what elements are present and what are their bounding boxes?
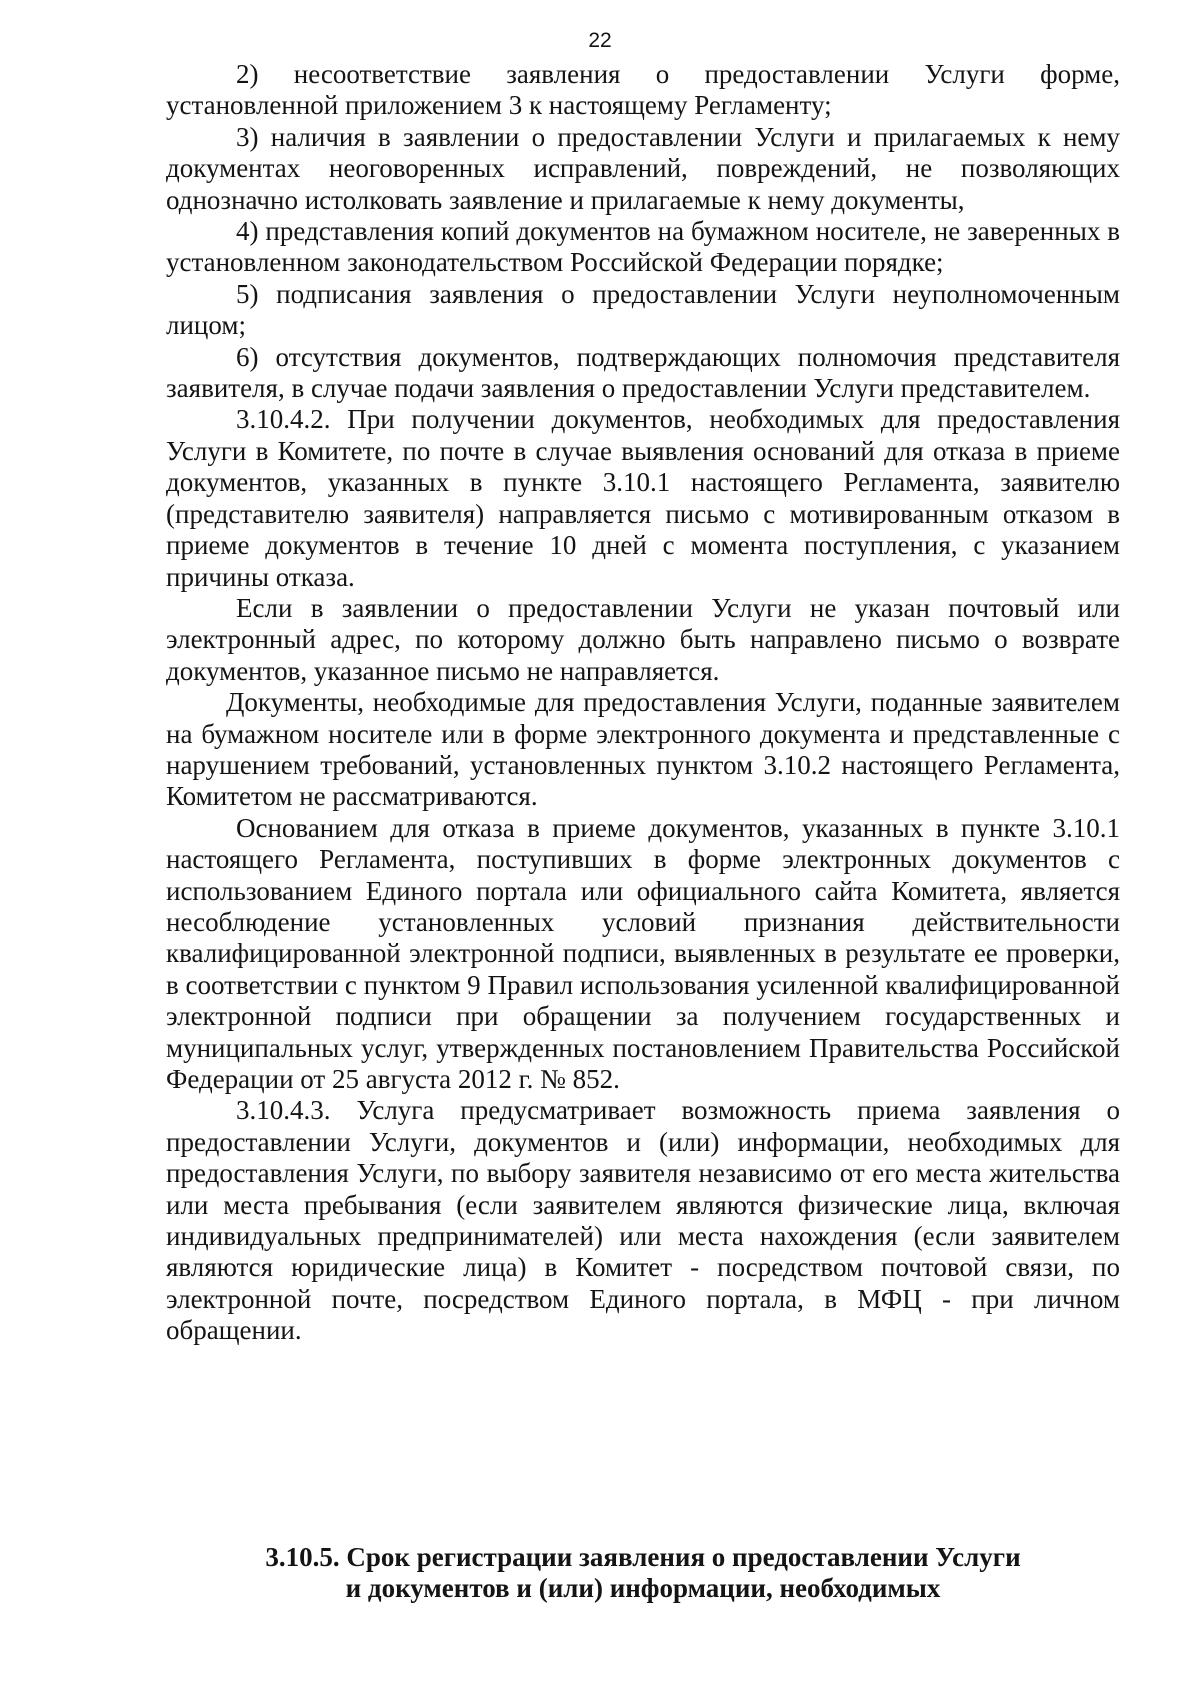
heading-line-1: 3.10.5. Срок регистрации заявления о предоставлении Услуги — [265, 1542, 1021, 1572]
paragraph-3-10-4-3: 3.10.4.3. Услуга предусматривает возможность приема заявления о предоставлении Услуги, документов и (или) информации, необходимых для предоставления Услуги, по выбору заявителя независимо от его места жительства или места пребывания (если заявителем являются физические лица, включая индивидуальных предпринимателей) или места нахождения (если заявителем являются юридические лица) в Комитет - посредством почтовой связи, по электронной почте, посредством Единого портала, в МФЦ - при личном обращении. — [166, 1095, 1120, 1346]
section-heading-3-10-5 — [166, 1542, 1120, 1605]
paragraph-3-10-4-2: 3.10.4.2. При получении документов, необходимых для предоставления Услуги в Комитете, по почте в случае выявления оснований для отказа в приеме документов, указанных в пункте 3.10.1 настоящего Регламента, заявителю (представителю заявителя) направляется письмо с мотивированным отказом в приеме документов в течение 10 дней с момента поступления, с указанием причины отказа. — [166, 404, 1120, 592]
paragraph-no-address: Если в заявлении о предоставлении Услуги не указан почтовый или электронный адрес, по которому должно быть направлено письмо о возврате документов, указанное письмо не направляется. — [166, 592, 1120, 686]
paragraph-item-5: 5) подписания заявления о предоставлении Услуги неуполномоченным лицом; — [166, 278, 1120, 341]
page-number: 22 — [588, 29, 612, 52]
heading-line-2: и документов и (или) информации, необходимых — [345, 1573, 941, 1604]
paragraph-not-considered: Документы, необходимые для предоставления Услуги, поданные заявителем на бумажном носителе или в форме электронного документа и представленные с нарушением требований, установленных пунктом 3.10.2 настоящего Регламента, Комитетом не рассматриваются. — [166, 687, 1120, 812]
paragraph-refusal-grounds: Основанием для отказа в приеме документов, указанных в пункте 3.10.1 настоящего Регламента, поступивших в форме электронных документов с использованием Единого портала или официального сайта Комитета, является несоблюдение установленных условий признания действительности квалифицированной электронной подписи, выявленных в результате ее проверки, в соответствии с пунктом 9 Правил использования усиленной квалифицированной электронной подписи при обращении за получением государственных и муниципальных услуг, утвержденных постановлением Правительства Российской Федерации от 25 августа 2012 г. № 852. — [166, 812, 1120, 1094]
paragraph-item-6: 6) отсутствия документов, подтверждающих полномочия представителя заявителя, в случае подачи заявления о предоставлении Услуги представителем. — [166, 341, 1120, 404]
paragraph-item-2: 2) несоответствие заявления о предоставлении Услуги форме, установленной приложением 3 к настоящему Регламенту; — [166, 59, 1120, 121]
document-body — [166, 59, 1120, 1347]
paragraph-item-3: 3) наличия в заявлении о предоставлении Услуги и прилагаемых к нему документах неоговоренных исправлений, повреждений, не позволяющих однозначно истолковать заявление и прилагаемые к нему документы, — [166, 121, 1120, 215]
paragraph-item-4: 4) представления копий документов на бумажном носителе, не заверенных в установленном законодательством Российской Федерации порядке; — [166, 216, 1120, 278]
